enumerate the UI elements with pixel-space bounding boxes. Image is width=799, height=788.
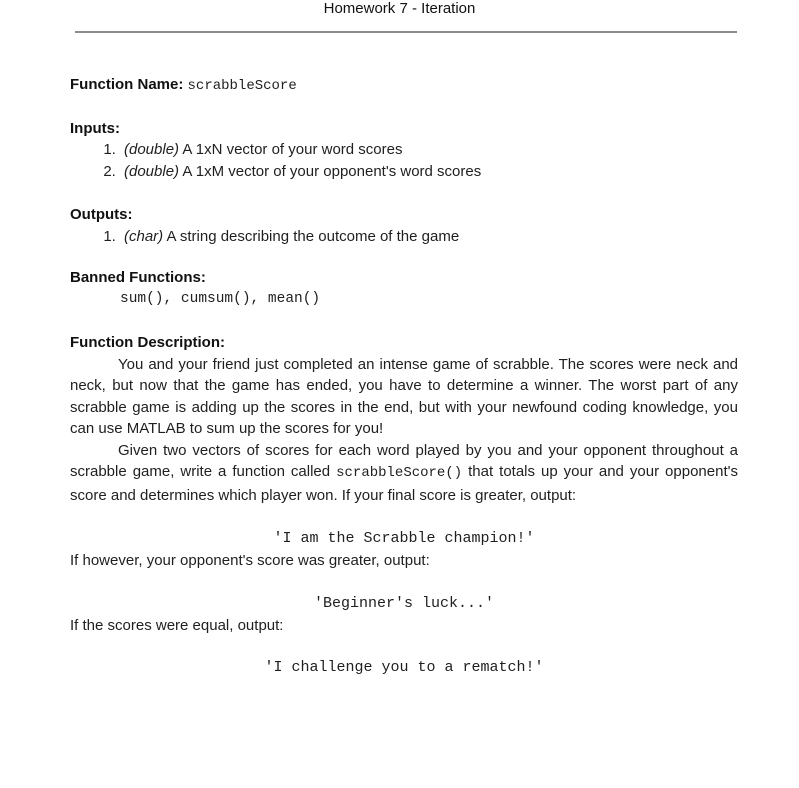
description-paragraph-1: You and your friend just completed an intense game of scrabble. The scores were neck and neck, but now that the game has ended, you have to determine a winner. The worst part of any scrabble game is adding up the scores in the end, but with your newfound coding knowledge, you can use MATLAB to sum up the scores for you! bbox=[70, 355, 738, 437]
description-paragraph-2-text-after: that totals up your and your opponent's score and determines which player won. If your final score is greater, output: bbox=[70, 463, 738, 504]
banned-functions-list: sum(), cumsum(), mean() bbox=[120, 290, 321, 307]
input-item-2 bbox=[120, 161, 738, 183]
input-1-type: (double) bbox=[124, 141, 180, 158]
banned-functions-section bbox=[70, 267, 738, 310]
inputs-section bbox=[70, 118, 738, 183]
title-divider bbox=[75, 31, 737, 33]
input-1-desc: A 1xN vector of your word scores bbox=[179, 141, 403, 158]
input-2-type: (double) bbox=[124, 162, 180, 180]
page-title: Homework 7 - Iteration bbox=[323, 0, 476, 17]
inputs-list bbox=[70, 139, 738, 182]
function-name-line bbox=[70, 74, 738, 98]
win-output-string: 'I am the Scrabble champion!' bbox=[273, 530, 535, 547]
input-item-1 bbox=[120, 139, 738, 161]
tie-condition-text: If the scores were equal, output: bbox=[70, 616, 284, 634]
function-name-value: scrabbleScore bbox=[187, 78, 297, 94]
banned-functions-heading: Banned Functions: bbox=[70, 269, 206, 286]
function-name-label: Function Name: bbox=[70, 76, 184, 93]
outputs-heading: Outputs: bbox=[70, 206, 133, 223]
description-paragraph-2-text-before: Given two vectors of scores for each word played by you and your opponent throughout a scrabble game, write a function called bbox=[70, 441, 738, 480]
description-paragraph-2 bbox=[70, 440, 738, 507]
tie-output-string: 'I challenge you to a rematch!' bbox=[264, 659, 544, 676]
lose-output-string: 'Beginner's luck...' bbox=[313, 595, 495, 612]
output-1-desc: A string describing the outcome of the game bbox=[163, 227, 460, 245]
outputs-section bbox=[70, 204, 738, 247]
lose-condition-text: If however, your opponent's score was greater, output: bbox=[70, 551, 430, 569]
output-1-type: (char) bbox=[124, 227, 164, 245]
function-description-section bbox=[70, 332, 738, 506]
inline-function-call-code: scrabbleScore() bbox=[336, 465, 463, 481]
outputs-list bbox=[70, 226, 738, 248]
document-body bbox=[0, 74, 799, 679]
function-description-heading: Function Description: bbox=[70, 334, 225, 351]
inputs-heading: Inputs: bbox=[70, 119, 120, 137]
output-item-1 bbox=[120, 226, 738, 248]
input-2-desc: A 1xM vector of your opponent's word scores bbox=[179, 162, 482, 180]
